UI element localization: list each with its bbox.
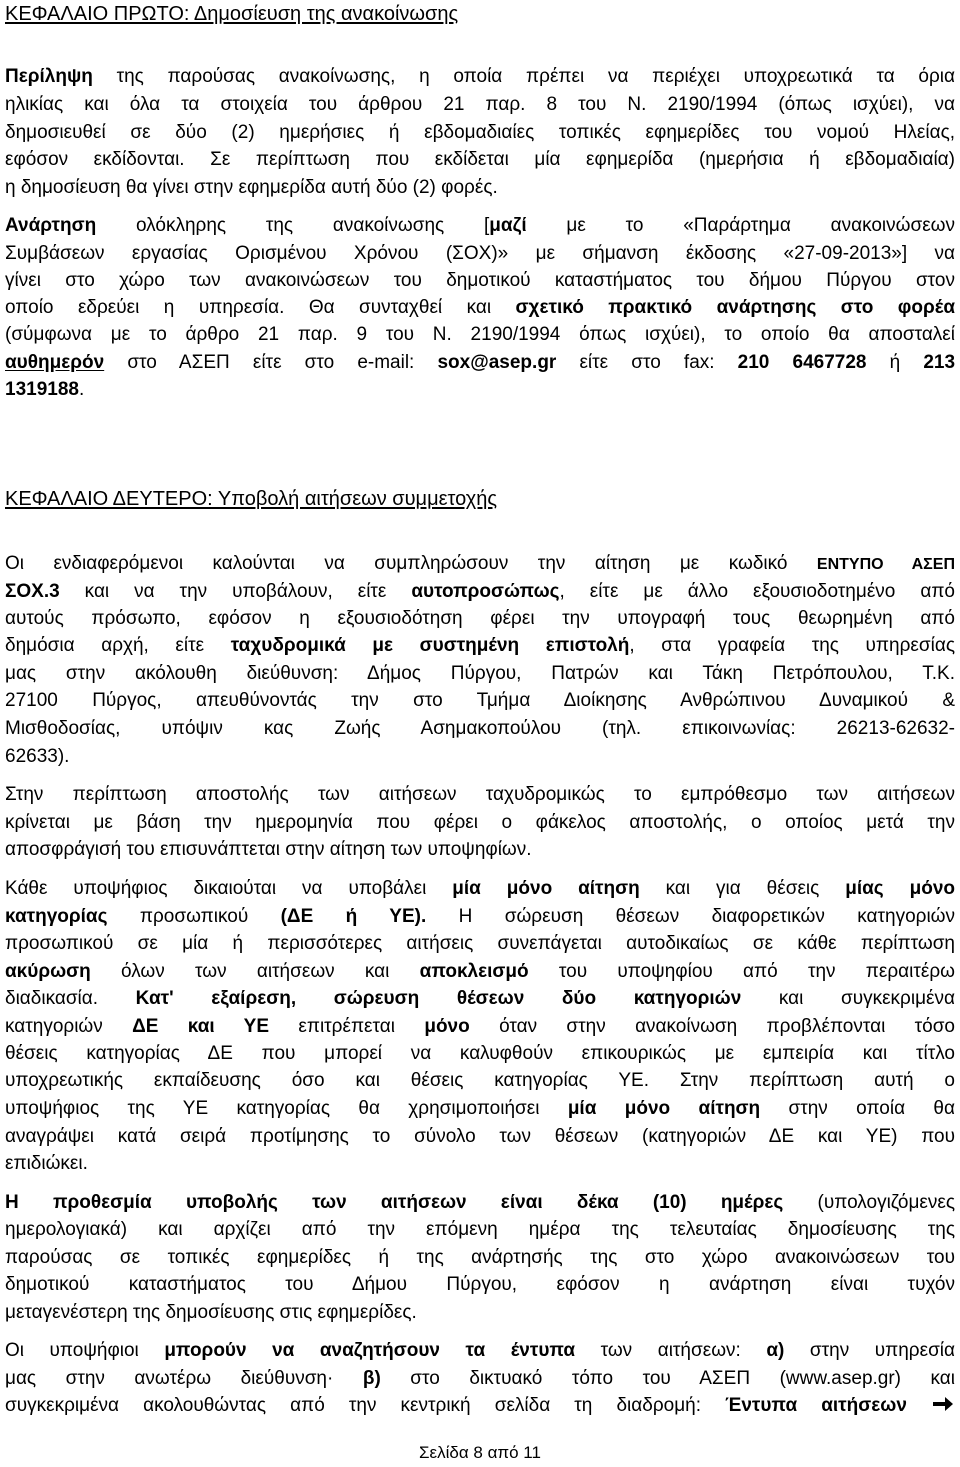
text-line: συγκεκριμένα ακολουθώντας από την κεντρική σελίδα τη διαδρομή: Έντυπα αιτήσεων — [5, 1394, 955, 1418]
text-line: Περίληψη της παρούσας ανακοίνωσης, η οποία πρέπει να περιέχει υποχρεωτικά τα όρια — [5, 66, 955, 87]
text-line: υποχρεωτικής εκπαίδευσης όσο και θέσεις κατηγορίας ΥΕ. Στην περίπτωση αυτή ο — [5, 1070, 955, 1091]
text-line: μας στην ακόλουθη διεύθυνση: Δήμος Πύργου, Πατρών και Τάκη Πετρόπουλου, Τ.Κ. — [5, 663, 955, 684]
text-line: Μισθοδοσίας, υπόψιν κας Ζωής Ασημακοπούλου (τηλ. επικοινωνίας: 26213-62632- — [5, 718, 955, 739]
text-line: αναγράψει κατά σειρά προτίμησης το σύνολο των θέσεων (κατηγοριών ΔΕ και ΥΕ) που — [5, 1126, 955, 1147]
text-line: η δημοσίευση θα γίνει στην εφημερίδα αυτή δύο (2) φορές. — [5, 177, 498, 198]
text-line: εφόσον εκδίδονται. Σε περίπτωση που εκδίδεται μία εφημερίδα (ημερήσια ή εβδομαδιαία) — [5, 149, 955, 170]
text-line: Κάθε υποψήφιος δικαιούται να υποβάλει μία μόνο αίτηση και για θέσεις μίας μόνο — [5, 878, 955, 899]
text-line: Οι υποψήφιοι μπορούν να αναζητήσουν τα έντυπα των αιτήσεων: α) στην υπηρεσία — [5, 1340, 956, 1361]
text-line: ΣΟΧ.3 και να την υποβάλουν, είτε αυτοπροσώπως, είτε με άλλο εξουσιοδοτημένο από — [5, 581, 955, 602]
text-line: διαδικασία. Κατ' εξαίρεση, σώρευση θέσεων δύο κατηγοριών και συγκεκριμένα — [5, 988, 955, 1009]
text-line: αποσφράγισή του επισυνάπτεται στην αίτηση των υποψηφίων. — [5, 839, 532, 860]
page-footer: Σελίδα 8 από 11 — [419, 1443, 541, 1462]
text-line: ημερολογιακά) και αρχίζει από την επόμενη ημέρα της τελευταίας δημοσίευσης της — [5, 1219, 955, 1240]
chapter-one-heading: ΚΕΦΑΛΑΙΟ ΠΡΩΤΟ: Δημοσίευση της ανακοίνωσης — [5, 3, 459, 25]
text-line: Συμβάσεων εργασίας Ορισμένου Χρόνου (ΣΟΧ)» με σήμανση έκδοσης «27-09-2013»] να — [5, 243, 955, 264]
text-line: γίνει στο χώρο των ανακοινώσεων του δημοτικού καταστήματος του δήμου Πύργου στον — [5, 270, 955, 291]
text-line: κρίνεται με βάση την ημερομηνία που φέρει ο φάκελος αποστολής, ο οποίος μετά την — [5, 812, 955, 833]
text-line: 27100 Πύργος, απευθύνοντάς την στο Τμήμα Διοίκησης Ανθρώπινου Δυναμικού & — [5, 690, 955, 711]
text-line: επιδιώκει. — [5, 1153, 88, 1174]
text-line: παρούσας σε τοπικές εφημερίδες ή της ανάρτησής της στο χώρο ανακοινώσεων του — [5, 1247, 955, 1268]
text-line: ακύρωση όλων των αιτήσεων και αποκλεισμό του υποψηφίου από την περαιτέρω — [5, 961, 955, 982]
text-line: θέσεις κατηγορίας ΔΕ που μπορεί να καλυφθούν επικουρικώς με εμπειρία και τίτλο — [5, 1043, 955, 1064]
text-line: κατηγοριών ΔΕ και ΥΕ επιτρέπεται μόνο όταν στην ανακοίνωση προβλέπονται τόσο — [5, 1016, 955, 1037]
text-line: δημοσιευθεί σε δύο (2) ημερήσιες ή εβδομαδιαίες τοπικές εφημερίδες του νομού Ηλείας, — [5, 122, 955, 143]
text-line: Οι ενδιαφερόμενοι καλούνται να συμπληρώσουν την αίτηση με κωδικό ΕΝΤΥΠΟ ΑΣΕΠ — [5, 553, 956, 574]
text-line: υποψήφιος της ΥΕ κατηγορίας θα χρησιμοποιήσει μία μόνο αίτηση στην οποία θα — [5, 1098, 955, 1119]
text-line: 1319188. — [5, 379, 85, 400]
chapter-two-heading: ΚΕΦΑΛΑΙΟ ΔΕΥΤΕΡΟ: Υποβολή αιτήσεων συμμετοχής — [5, 488, 497, 510]
text-line: οποίο εδρεύει η υπηρεσία. Θα συνταχθεί και σχετικό πρακτικό ανάρτησης στο φορέα — [5, 297, 956, 318]
text-line: δημόσια αρχή, είτε ταχυδρομικά με συστημένη επιστολή, στα γραφεία της υπηρεσίας — [5, 635, 955, 656]
text-line: μας στην ανωτέρω διεύθυνση· β) στο δικτυακό τόπο του ΑΣΕΠ (www.asep.gr) και — [5, 1368, 955, 1389]
text-line: μεταγενέστερη της δημοσίευσης στις εφημερίδες. — [5, 1302, 417, 1323]
text-line: (σύμφωνα με το άρθρο 21 παρ. 9 του Ν. 2190/1994 όπως ισχύει), το οποίο θα αποσταλεί — [5, 324, 955, 345]
text-line: δημοτικού καταστήματος του Δήμου Πύργου, εφόσον η ανάρτηση είναι τυχόν — [5, 1274, 955, 1295]
text-line: προσωπικού σε μία ή περισσότερες αιτήσεις συνεπάγεται αυτοδικαίως σε κάθε περίπτωση — [5, 933, 955, 954]
text-line: Η προθεσμία υποβολής των αιτήσεων είναι δέκα (10) ημέρες (υπολογιζόμενες — [5, 1192, 956, 1213]
text-line: Στην περίπτωση αποστολής των αιτήσεων ταχυδρομικώς το εμπρόθεσμο των αιτήσεων — [5, 784, 955, 805]
text-line: κατηγορίας προσωπικού (ΔΕ ή ΥΕ). Η σώρευση θέσεων διαφορετικών κατηγοριών — [5, 906, 956, 927]
text-line: αυτούς πρόσωπο, εφόσον η εξουσιοδότηση φέρει την υπογραφή τους θεωρημένη από — [5, 608, 955, 629]
text-line: 62633). — [5, 746, 70, 767]
text-line: ηλικίας και όλα τα στοιχεία του άρθρου 21 παρ. 8 του Ν. 2190/1994 (όπως ισχύει), να — [5, 94, 955, 115]
right-arrow-icon — [931, 1394, 955, 1414]
text-line: αυθημερόν στο ΑΣΕΠ είτε στο e-mail: sox@asep.gr είτε στο fax: 210 6467728 ή 213 — [5, 352, 956, 373]
text-line: Ανάρτηση ολόκληρης της ανακοίνωσης [μαζί με το «Παράρτημα ανακοινώσεων — [5, 215, 955, 236]
